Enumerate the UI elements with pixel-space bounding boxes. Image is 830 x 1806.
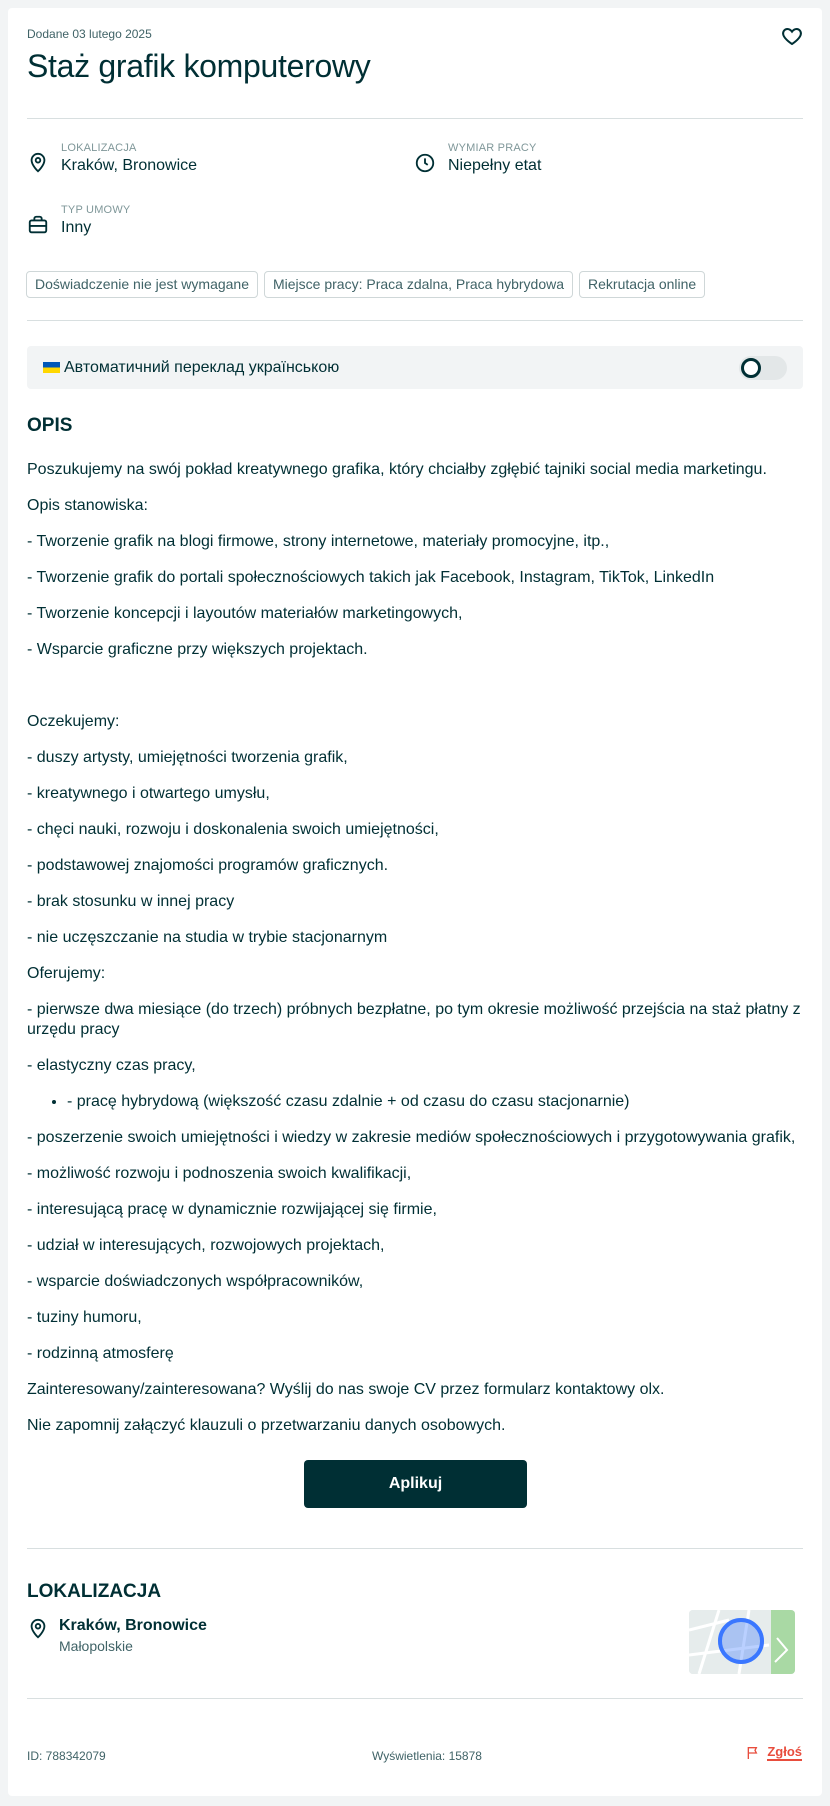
description-body (27, 460, 817, 1452)
ukraine-flag-icon (43, 362, 60, 373)
divider (27, 118, 803, 119)
description-paragraph: - rodzinną atmosferę (27, 1345, 174, 1362)
divider (27, 1548, 803, 1549)
translation-label: Автоматичний переклад українською (64, 358, 340, 376)
clock-icon (414, 152, 436, 174)
description-paragraph: - brak stosunku w innej pracy (27, 893, 235, 910)
description-paragraph: - kreatywnego i otwartego umysłu, (27, 785, 270, 802)
description-paragraph: - wsparcie doświadczonych współpracowników, (27, 1273, 364, 1290)
briefcase-icon (27, 214, 49, 236)
description-heading: OPIS (27, 415, 73, 436)
description-bullet-list (67, 1092, 817, 1112)
attribute-value: Inny (61, 219, 92, 236)
description-paragraph: - Wsparcie graficzne przy większych projektach. (27, 641, 368, 658)
map-thumbnail[interactable] (689, 1610, 795, 1674)
location-pin-icon (27, 1618, 49, 1640)
description-paragraph: Zainteresowany/zainteresowana? Wyślij do nas swoje CV przez formularz kontaktowy olx. (27, 1381, 665, 1398)
location-region: Małopolskie (59, 1638, 133, 1654)
page-title: Staż grafik komputerowy (27, 48, 371, 84)
translation-bar (27, 346, 803, 389)
description-paragraph: Oferujemy: (27, 965, 106, 982)
description-paragraph: - podstawowej znajomości programów graficznych. (27, 857, 389, 874)
description-paragraph: - elastyczny czas pracy, (27, 1057, 196, 1074)
description-paragraph: - nie uczęszczanie na studia w trybie stacjonarnym (27, 929, 388, 946)
attribute-value: Niepełny etat (448, 157, 542, 174)
description-paragraph (27, 676, 817, 696)
attribute-label: WYMIAR PRACY (448, 142, 537, 154)
description-paragraph: Nie zapomnij załączyć klauzuli o przetwarzaniu danych osobowych. (27, 1417, 506, 1434)
apply-button[interactable]: Aplikuj (304, 1460, 527, 1508)
flag-icon (745, 1745, 761, 1761)
tag: Miejsce pracy: Praca zdalna, Praca hybrydowa (264, 271, 573, 298)
attribute-work-time (414, 142, 541, 175)
map-image (689, 1610, 795, 1674)
attribute-contract (27, 204, 130, 237)
description-paragraph: - Tworzenie grafik do portali społecznościowych takich jak Facebook, Instagram, TikTok, LinkedIn (27, 569, 715, 586)
description-paragraph: - chęci nauki, rozwoju i doskonalenia swoich umiejętności, (27, 821, 439, 838)
attribute-value: Kraków, Bronowice (61, 157, 198, 174)
report-label: Zgłoś (767, 1744, 802, 1759)
attribute-label: LOKALIZACJA (61, 142, 137, 154)
description-paragraph: - duszy artysty, umiejętności tworzenia grafik, (27, 749, 348, 766)
ad-card (8, 8, 822, 1796)
description-paragraph: Poszukujemy na swój pokład kreatywnego grafika, który chciałby zgłębić tajniki social media marketingu. (27, 461, 767, 478)
attribute-label: TYP UMOWY (61, 204, 131, 216)
location-pin-icon (27, 152, 49, 174)
report-link[interactable] (745, 1744, 802, 1761)
toggle-knob (741, 358, 761, 378)
description-paragraph: - możliwość rozwoju i podnoszenia swoich kwalifikacji, (27, 1165, 412, 1182)
description-paragraph: Opis stanowiska: (27, 497, 148, 514)
location-heading: LOKALIZACJA (27, 1581, 162, 1602)
posted-date: Dodane 03 lutego 2025 (27, 27, 152, 41)
description-paragraph: Oczekujemy: (27, 713, 120, 730)
description-paragraph: - interesującą pracę w dynamicznie rozwijającej się firmie, (27, 1201, 437, 1218)
description-bullet: • - pracę hybrydową (większość czasu zdalnie + od czasu do czasu stacjonarnie) (67, 1092, 817, 1112)
description-paragraph: - Tworzenie koncepcji i layoutów materiałów marketingowych, (27, 605, 463, 622)
translation-toggle[interactable] (739, 356, 787, 380)
description-paragraph: - pierwsze dwa miesiące (do trzech) próbnych bezpłatne, po tym okresie możliwość przejścia na staż płatny z urzędu pracy (27, 1001, 801, 1038)
heart-icon[interactable] (780, 24, 804, 48)
location-city: Kraków, Bronowice (59, 1617, 207, 1634)
tag-list (26, 271, 705, 298)
description-paragraph: - Tworzenie grafik na blogi firmowe, strony internetowe, materiały promocyjne, itp., (27, 533, 610, 550)
attribute-location (27, 142, 197, 175)
view-count: Wyświetlenia: 15878 (372, 1749, 482, 1763)
description-paragraph: - tuziny humoru, (27, 1309, 142, 1326)
tag: Rekrutacja online (579, 271, 705, 298)
divider (27, 1698, 803, 1699)
divider (27, 320, 803, 321)
ad-id: ID: 788342079 (27, 1749, 106, 1763)
description-paragraph: - udział w interesujących, rozwojowych projektach, (27, 1237, 385, 1254)
description-paragraph: - poszerzenie swoich umiejętności i wiedzy w zakresie mediów społecznościowych i przygotowywania grafik, (27, 1129, 796, 1146)
tag: Doświadczenie nie jest wymagane (26, 271, 258, 298)
